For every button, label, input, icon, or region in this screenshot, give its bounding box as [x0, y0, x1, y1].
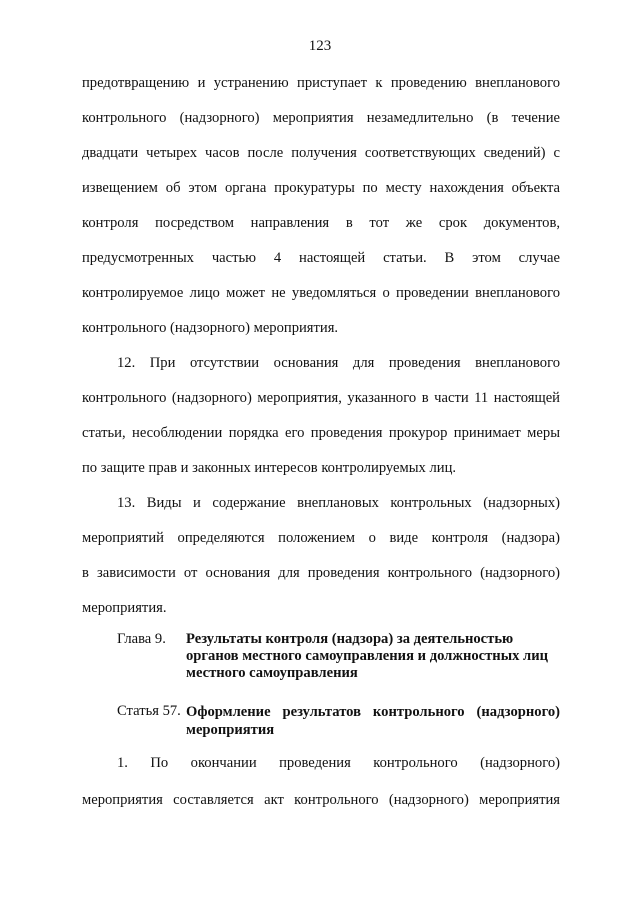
article-title-line: мероприятия — [186, 722, 275, 738]
chapter-title — [186, 631, 566, 682]
article-title-line: Оформление результатов контрольного (надзорного) — [186, 704, 560, 720]
page-number: 123 — [308, 38, 332, 54]
paragraph-line: 13. Виды и содержание внеплановых контрольных (надзорных) — [117, 495, 560, 511]
paragraph-line: 12. При отсутствии основания для проведения внепланового — [117, 355, 560, 371]
paragraph-line: в зависимости от основания для проведения контрольного (надзорного) — [82, 565, 560, 581]
paragraph-line: мероприятия. — [82, 600, 167, 616]
paragraph-line: контролируемое лицо может не уведомляться о проведении внепланового — [82, 285, 560, 301]
article-title — [186, 703, 560, 739]
paragraph-line: двадцати четырех часов после получения соответствующих сведений) с — [82, 145, 560, 161]
chapter-title-line: Результаты контроля (надзора) за деятельностью — [186, 631, 514, 647]
paragraph-line: контрольного (надзорного) мероприятия. — [82, 320, 339, 336]
paragraph-line: предотвращению и устранению приступает к проведению внепланового — [82, 75, 560, 91]
paragraph-line: предусмотренных частью 4 настоящей статьи. В этом случае — [82, 250, 560, 266]
article-label: Статья 57. — [117, 703, 181, 719]
paragraph-line: извещением об этом органа прокуратуры по месту нахождения объекта — [82, 180, 560, 196]
paragraph-line: контрольного (надзорного) мероприятия незамедлительно (в течение — [82, 110, 560, 126]
paragraph-line: статьи, несоблюдении порядка его проведения прокурор принимает меры — [82, 425, 560, 441]
paragraph-line: контрольного (надзорного) мероприятия, указанного в части 11 настоящей — [82, 390, 560, 406]
paragraph-line: контроля посредством направления в тот же срок документов, — [82, 215, 560, 231]
paragraph-line: мероприятия составляется акт контрольного (надзорного) мероприятия — [82, 792, 560, 808]
chapter-title-line: органов местного самоуправления и должностных лиц — [186, 648, 549, 664]
paragraph-line: мероприятий определяются положением о виде контроля (надзора) — [82, 530, 560, 546]
paragraph-line: 1. По окончании проведения контрольного (надзорного) — [117, 755, 560, 771]
chapter-title-line: местного самоуправления — [186, 665, 358, 681]
chapter-label: Глава 9. — [117, 631, 166, 647]
paragraph-line: по защите прав и законных интересов контролируемых лиц. — [82, 460, 457, 476]
